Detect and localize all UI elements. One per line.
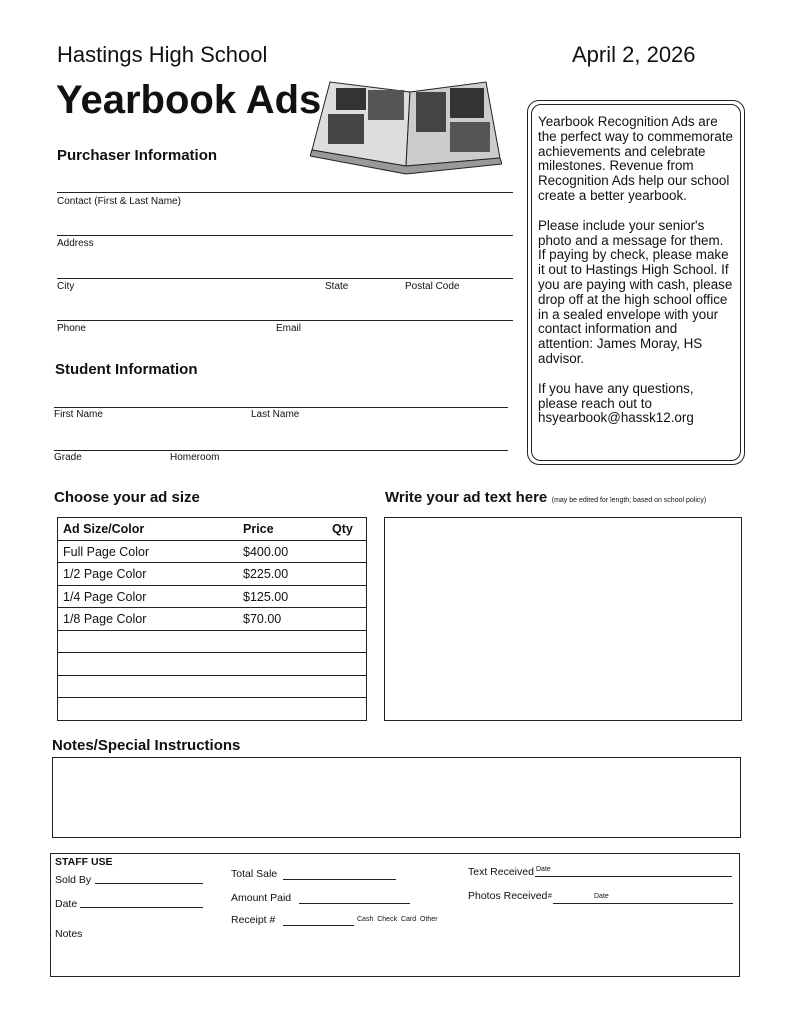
- total-sale-label: Total Sale: [231, 868, 278, 880]
- price: $70.00: [243, 612, 282, 626]
- phone-label: Phone: [57, 323, 86, 334]
- page-title: Yearbook Ads: [56, 78, 322, 122]
- city-state-postal-field[interactable]: [57, 278, 513, 279]
- amount-paid-field[interactable]: [299, 903, 410, 904]
- ad-text-note: (may be edited for length; based on school policy): [551, 497, 707, 504]
- table-row-empty[interactable]: [58, 698, 366, 721]
- ad-text-heading: [385, 489, 706, 507]
- table-row-empty[interactable]: [58, 631, 366, 654]
- photos-number-label: #: [548, 893, 552, 900]
- photos-date-label: Date: [594, 893, 609, 900]
- col-ad-size: Ad Size/Color: [63, 522, 145, 536]
- price: $225.00: [243, 567, 289, 581]
- amount-paid-label: Amount Paid: [231, 892, 292, 904]
- total-sale-field[interactable]: [283, 879, 396, 880]
- ad-text-title: Write your ad text here: [385, 489, 548, 506]
- form-date: April 2, 2026: [572, 42, 696, 67]
- ad-size: Full Page Color: [63, 544, 150, 559]
- notes-box[interactable]: [52, 757, 741, 838]
- ad-size: 1/8 Page Color: [63, 612, 147, 626]
- yearbook-image: [310, 80, 502, 175]
- payment-methods: Cash Check Card Other: [357, 916, 438, 923]
- ad-size-heading: Choose your ad size: [54, 489, 200, 506]
- address-label: Address: [57, 238, 94, 249]
- text-received-field[interactable]: [535, 876, 732, 877]
- state-label: State: [325, 281, 349, 292]
- table-header: [58, 518, 366, 541]
- table-row[interactable]: [58, 586, 366, 609]
- photos-received-label: Photos Received: [468, 890, 548, 902]
- student-heading: Student Information: [55, 361, 198, 378]
- text-received-date-label: Date: [536, 866, 551, 873]
- staff-notes-label: Notes: [55, 928, 83, 940]
- info-paragraph-3: If you have any questions, please reach out to hsyearbook@hassk12.org: [538, 380, 694, 426]
- ad-text-box[interactable]: [384, 517, 742, 721]
- staff-heading: STAFF USE: [55, 856, 113, 868]
- price: $125.00: [243, 589, 289, 604]
- grade-label: Grade: [54, 452, 82, 463]
- student-name-field[interactable]: [54, 407, 508, 408]
- table-row[interactable]: [58, 541, 366, 564]
- info-paragraph-2: Please include your senior's photo and a message for them. If paying by check, please make it out to Hastings High School. If you are paying with cash, please drop off at the high school office in a sealed envelope with your contact information and attention: James Moray, HS advisor.: [538, 217, 733, 366]
- contact-label: Contact (First & Last Name): [57, 196, 181, 207]
- homeroom-label: Homeroom: [170, 452, 220, 463]
- info-paragraph-1: Yearbook Recognition Ads are the perfect way to commemorate achievements and celebrate milestones. Revenue from Recognition Ads help our school create a better yearbook.: [538, 114, 733, 203]
- staff-date-label: Date: [55, 898, 78, 910]
- sold-by-label: Sold By: [55, 874, 92, 886]
- first-name-label: First Name: [54, 409, 103, 420]
- ad-size: 1/2 Page Color: [63, 567, 147, 581]
- city-label: City: [57, 281, 75, 292]
- purchaser-heading: Purchaser Information: [57, 147, 218, 164]
- info-box: [527, 100, 745, 465]
- notes-heading: Notes/Special Instructions: [52, 737, 241, 754]
- grade-homeroom-field[interactable]: [54, 450, 508, 451]
- text-received-label: Text Received: [468, 866, 534, 878]
- price: $400.00: [243, 544, 289, 559]
- table-row[interactable]: [58, 608, 366, 631]
- ad-size-table: [57, 517, 367, 721]
- receipt-label: Receipt #: [231, 914, 276, 926]
- address-field[interactable]: [57, 235, 513, 236]
- table-row-empty[interactable]: [58, 653, 366, 676]
- col-price: Price: [243, 522, 274, 536]
- email-label: Email: [276, 323, 302, 334]
- phone-email-field[interactable]: [57, 320, 513, 321]
- table-row[interactable]: [58, 563, 366, 586]
- contact-field[interactable]: [57, 192, 513, 193]
- last-name-label: Last Name: [251, 409, 300, 420]
- table-row-empty[interactable]: [58, 676, 366, 699]
- sold-by-field[interactable]: [95, 883, 203, 884]
- receipt-field[interactable]: [283, 925, 354, 926]
- postal-label: Postal Code: [405, 281, 460, 292]
- school-name: Hastings High School: [57, 42, 268, 67]
- staff-use-box: [50, 853, 740, 977]
- photos-received-field[interactable]: [553, 903, 733, 904]
- ad-size: 1/4 Page Color: [63, 589, 147, 604]
- col-qty: Qty: [332, 522, 353, 536]
- staff-date-field[interactable]: [80, 907, 203, 908]
